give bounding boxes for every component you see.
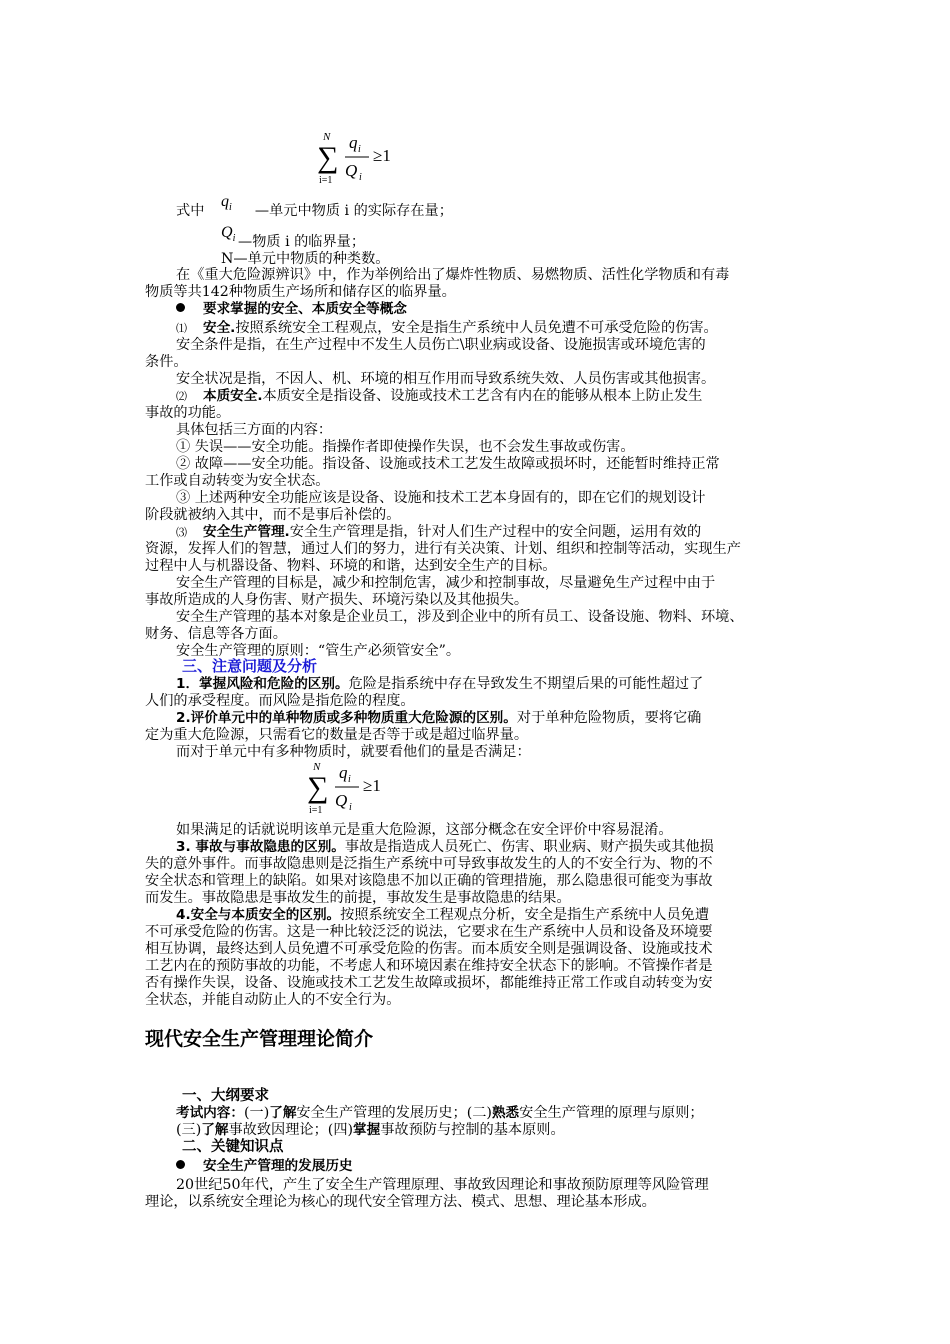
c3-principle: 安全生产管理的原则：“管生产必须管安全”。 [176,643,461,659]
c1-cond-1: 安全条件是指，在生产过程中不发生人员伤亡\职业病或设备、设施损害或环境危害的 [176,337,706,353]
point-1: 1．掌握风险和危险的区别。危险是指系统中存在导致发生不期望后果的可能性超过了 [176,676,704,692]
c2-item-2a: ② 故障——安全功能。指设备、设施或技术工艺发生故障或损坏时，还能暂时维持正常 [176,456,720,472]
c1-state: 安全状况是指，不因人、机、环境的相互作用而导致系统失效、人员伤害或其他损害。 [176,371,716,387]
var-q: $q_i$ [221,193,232,214]
sum-lower-limit: i=1 [319,175,333,186]
denominator-subscript: i [359,172,362,183]
numerator-subscript: i [358,144,361,155]
sum-symbol: ∑ [307,771,329,804]
history-text-2: 理论，以系统安全理论为核心的现代安全管理方法、模式、思想、理论基本形成。 [145,1194,656,1210]
sum-symbol: ∑ [317,141,339,174]
history-text-1: 20世纪50年代，产生了安全生产管理原理、事故致因理论和事故预防原理等风险管理 [176,1177,709,1193]
point-1-cont: 人们的承受程度。而风险是指危险的程度。 [145,693,415,709]
key-points-heading: 二、关键知识点 [182,1139,284,1155]
c2-intro: 具体包括三方面的内容： [176,422,333,438]
c2-item-3b: 阶段就被纳入其中，而不是事后补偿的。 [145,507,401,523]
outline-line-2: (三)了解事故致因理论；(四)掌握事故预防与控制的基本原则。 [176,1122,565,1138]
denominator: Q [335,791,348,810]
sum-lower-limit: i=1 [309,805,323,816]
def-Q-text: —物质 i 的临界量； [238,234,366,250]
point-4-cont-2: 相互协调，最终达到人员免遭不可承受危险的伤害。而本质安全则是强调设备、设施或技术 [145,941,713,957]
numerator: q [339,763,348,782]
c2-item-1: ① 失误——安全功能。指操作者即使操作失误，也不会发生事故或伤害。 [176,439,635,455]
numerator-subscript: i [348,774,351,785]
c1-cond-2: 条件。 [145,354,188,370]
section-concepts-heading: 要求掌握的安全、本质安全等概念 [176,301,856,318]
sum-upper-limit: N [313,761,321,773]
formula-graphic-2 [305,757,405,819]
point-2-multi: 而对于单元中有多种物质时，就要看他们的量是否满足： [176,744,531,760]
point-4: 4.安全与本质安全的区别。按照系统安全工程观点分析，安全是指生产系统中人员免遭 [176,907,710,923]
point-4-cont-5: 全状态，并能自动防止人的不安全行为。 [145,992,401,1008]
threshold-formula-2 [305,757,405,823]
point-3: 3. 事故与事故隐患的区别。事故是指造成人员死亡、伤害、职业病、财产损失或其他损 [176,839,714,855]
chapter-title: 现代安全生产管理理论简介 [145,1028,374,1050]
relation: ≥1 [373,146,391,165]
def-prefix: 式中 [176,203,205,219]
c3-cont-2: 过程中人与机器设备、物料、环境的和谐，达到安全生产的目标。 [145,558,557,574]
outline-line-1: 考试内容：(一)了解安全生产管理的发展历史；(二)熟悉安全生产管理的原理与原则； [176,1105,704,1121]
numerator: q [349,133,358,152]
formula-graphic [315,127,415,189]
point-4-cont-4: 否有操作失误，设备、设施或技术工艺发生故障或损坏，都能维持正常工作或自动转变为安 [145,975,713,991]
bullet-icon [176,303,185,312]
concept-2: ⑵ 本质安全.本质安全是指设备、设施或技术工艺含有内在的能够从根本上防止发生 [176,388,703,404]
c2-item-3a: ③ 上述两种安全功能应该是设备、设施和技术工艺本身固有的，即在它们的规划设计 [176,490,706,506]
bullet-icon [176,1160,185,1169]
denominator-subscript: i [349,802,352,813]
concept-3: ⑶ 安全生产管理.安全生产管理是指，针对人们生产过程中的安全问题，运用有效的 [176,524,702,540]
def-Q-line [238,234,918,251]
point-2-cont: 定为重大危险源，只需看它的数量是否等于或是超过临界量。 [145,727,529,743]
point-4-cont-3: 工艺内在的预防事故的功能，不考虑人和环境因素在维持安全状态下的影响。不管操作者是 [145,958,713,974]
para-intro-2: 物质等共142种物质生产场所和储存区的临界量。 [145,284,456,300]
def-q-line [176,203,856,220]
c3-obj-1: 安全生产管理的基本对象是企业员工，涉及到企业中的所有员工、设备设施、物料、环境、 [176,609,744,625]
c2-item-2b: 工作或自动转变为安全状态。 [145,473,330,489]
para-intro-1: 在《重大危险源辨识》中，作为举例给出了爆炸性物质、易燃物质、活性化学物质和有毒 [176,267,730,283]
concept-1: ⑴ 安全.按照系统安全工程观点，安全是指生产系统中人员免遭不可承受危险的伤害。 [176,320,718,336]
def-N-line: N—单元中物质的种类数。 [221,251,390,267]
history-heading: 安全生产管理的发展历史 [176,1158,856,1175]
point-4-cont-1: 不可承受危险的伤害。这是一种比较泛泛的说法，它要求在生产系统中人员和设备及环境要 [145,924,713,940]
point-3-cont-2: 安全状态和管理上的缺陷。如果对该隐患不加以正确的管理措施，那么隐患很可能变为事故 [145,873,713,889]
point-3-cont-3: 而发生。事故隐患是事故发生的前提，事故发生是事故隐患的结果。 [145,890,571,906]
section-3-heading: 三、注意问题及分析 [182,657,318,675]
relation: ≥1 [363,776,381,795]
c3-goal-2: 事故所造成的人身伤害、财产损失、环境污染以及其他损失。 [145,592,529,608]
sum-upper-limit: N [323,131,331,143]
denominator: Q [345,161,358,180]
c3-cont-1: 资源，发挥人们的智慧，通过人们的努力，进行有关决策、计划、组织和控制等活动，实现生产 [145,541,741,557]
def-q-text: —单元中物质 i 的实际存在量； [254,203,453,219]
point-3-cont-1: 失的意外事件。而事故隐患则是泛指生产系统中可导致事故发生的人的不安全行为、物的不 [145,856,713,872]
c3-goal-1: 安全生产管理的目标是，减少和控制危害，减少和控制事故，尽量避免生产过程中由于 [176,575,716,591]
c3-obj-2: 财务、信息等各方面。 [145,626,287,642]
threshold-formula-1 [315,127,415,193]
outline-heading: 一、大纲要求 [182,1088,269,1104]
c2-cont: 事故的功能。 [145,405,231,421]
point-2-after: 如果满足的话就说明该单元是重大危险源，这部分概念在安全评价中容易混淆。 [176,822,673,838]
point-2: 2.评价单元中的单种物质或多种物质重大危险源的区别。对于单种危险物质，要将它确 [176,710,702,726]
var-Q: $Q_i$ [221,224,236,245]
